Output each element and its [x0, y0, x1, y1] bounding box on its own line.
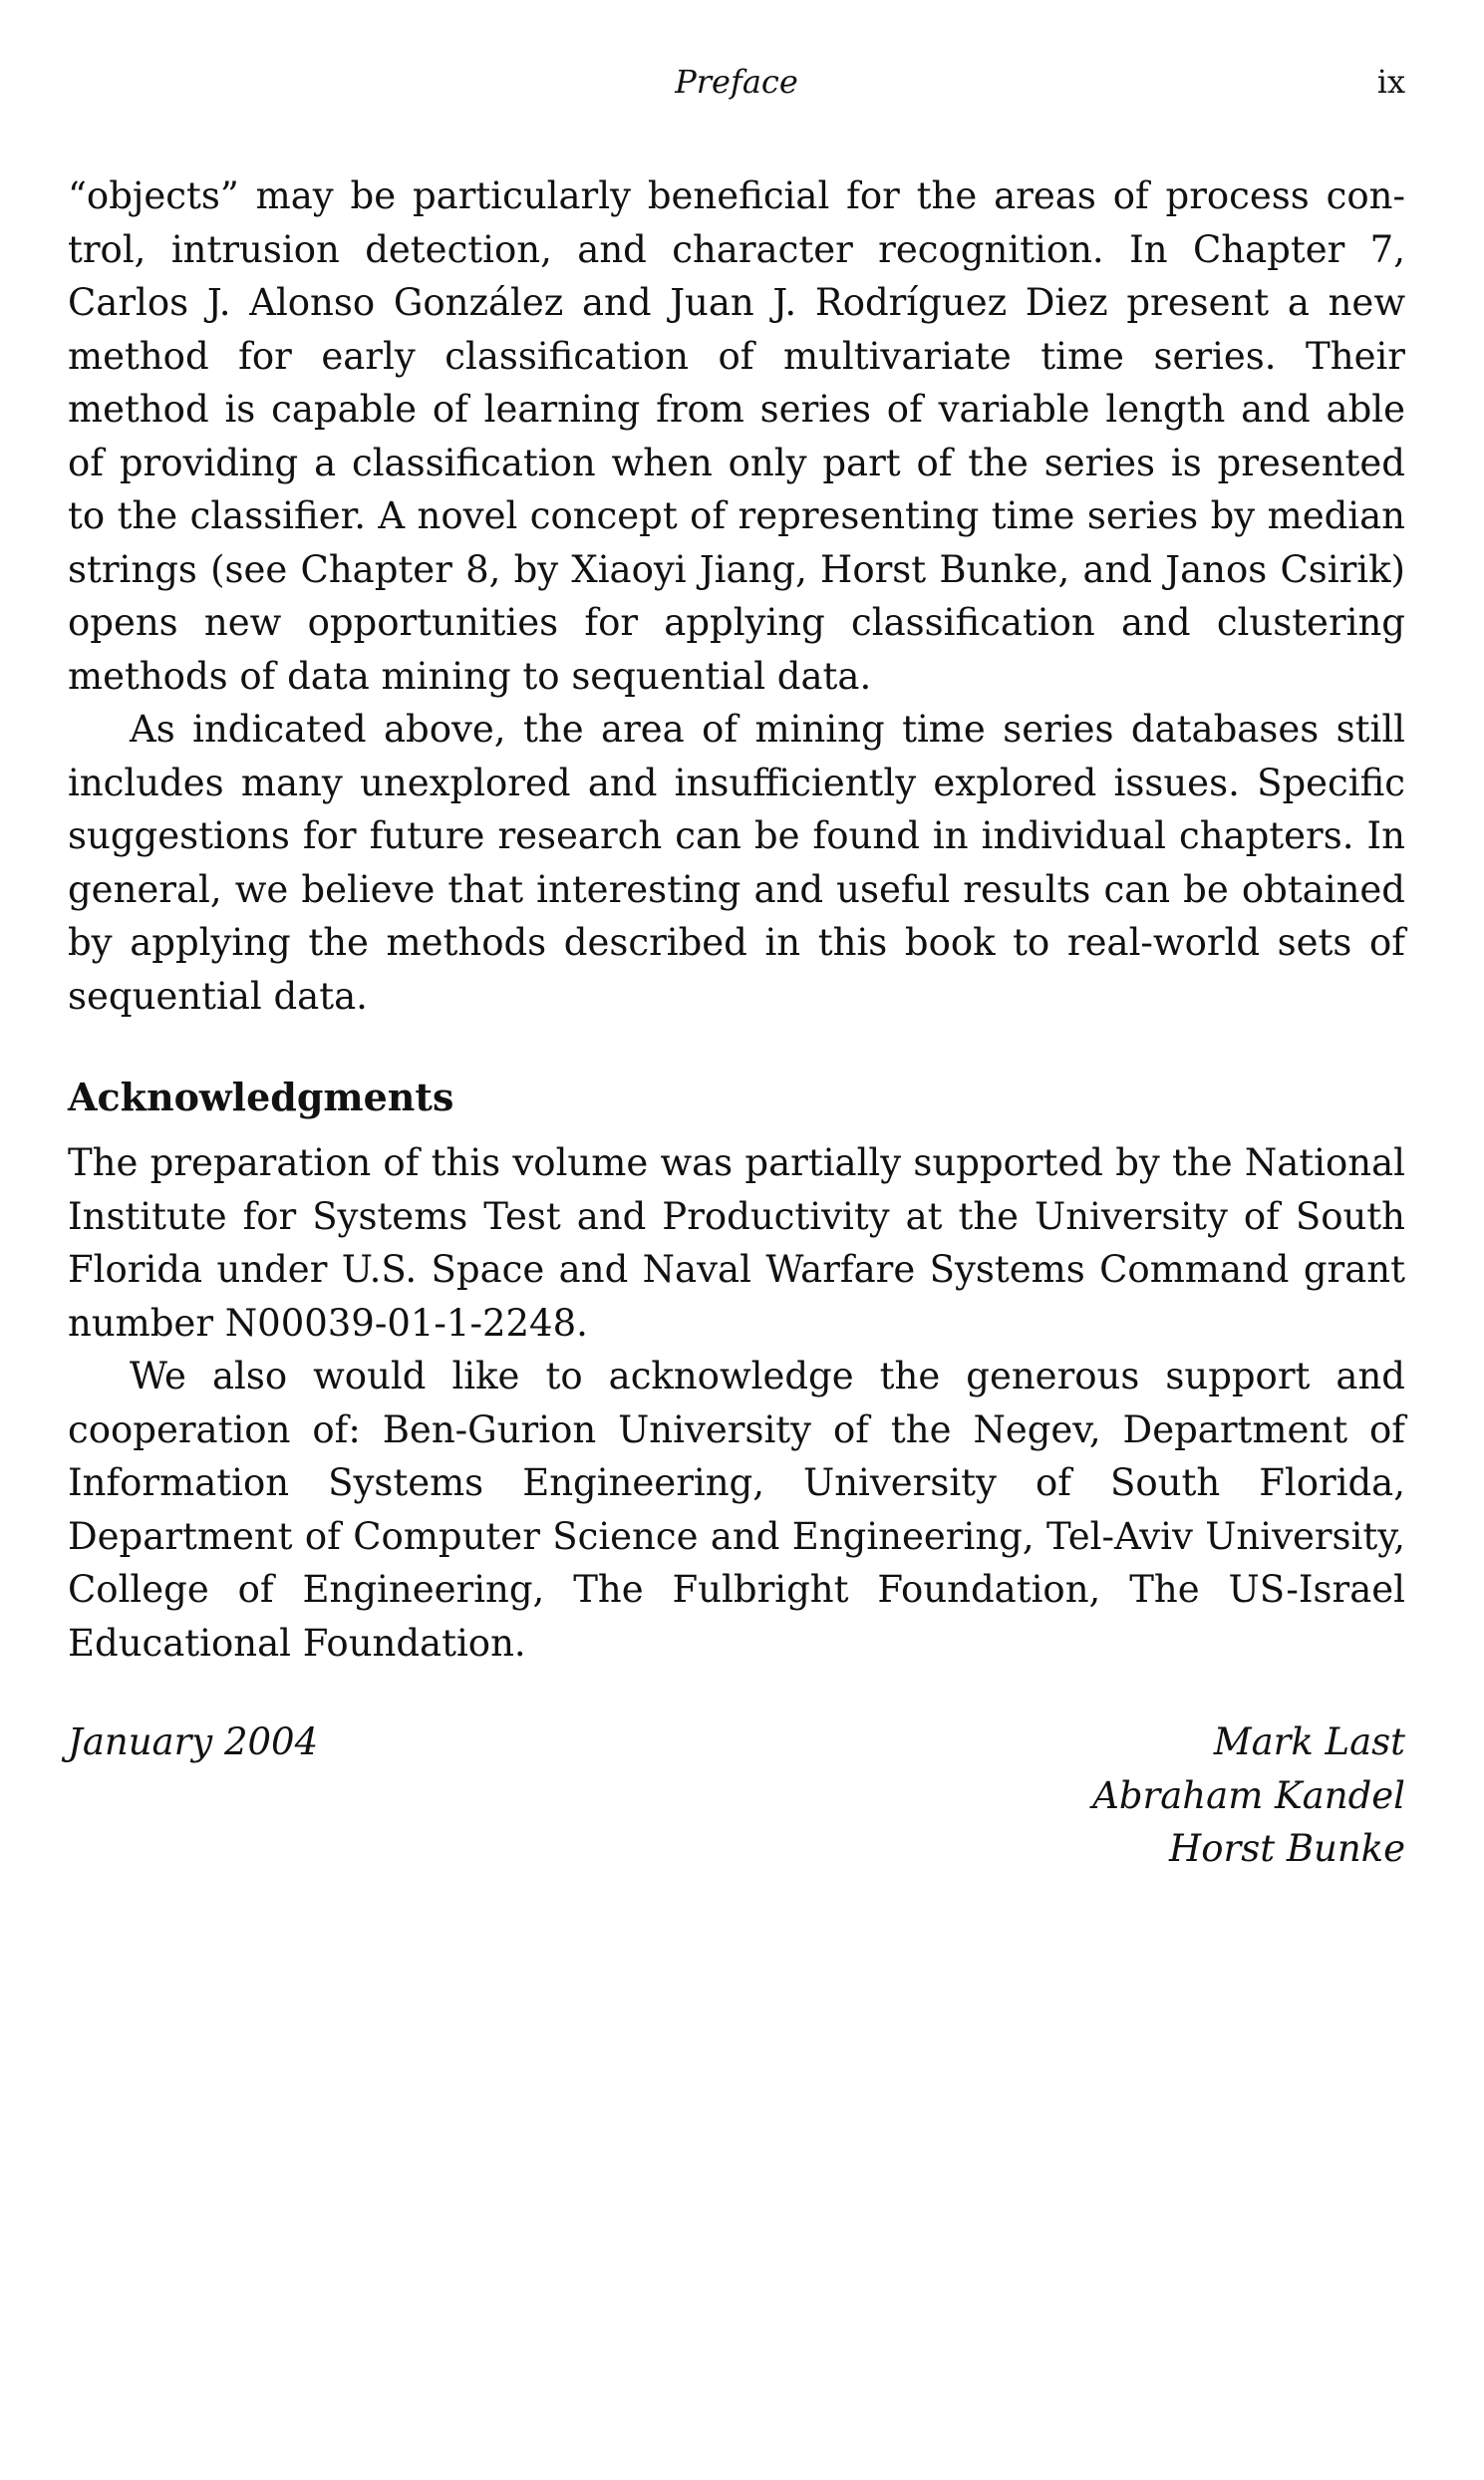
closing-block: [68, 1715, 1405, 1885]
date: January 2004: [68, 1720, 319, 1763]
editor-name: Mark Last: [1213, 1720, 1405, 1763]
editor-name: Abraham Kandel: [1092, 1773, 1405, 1817]
paragraph-1: “objects” may be particularly beneficial for the areas of process control, intrusion detection, and character recognition. In Chapter 7, Carlos J. Alonso González and Juan J. Rodríguez Diez present a new method for early classification of multivariate time series. Their method is capable of learning from series of variable length and able of providing a classification when only part of the series is presented to the classifier. A novel concept of representing time series by median strings (see Chapter 8, by Xiaoyi Jiang, Horst Bunke, and Janos Csirik) opens new opportunities for applying classification and clustering methods of data mining to sequential data.: [68, 174, 1405, 698]
editors-list: [1092, 1715, 1405, 1876]
acknowledgments-paragraph-2: We also would like to acknowledge the generous support and cooperation of: Ben-Gurion University of the Negev, Department of Information Systems Engineering, University of South Florida, Department of Computer Science and Engineering, Tel-Aviv University, College of Engineering, The Fulbright Foundation, The US-Israel Educational Foundation.: [68, 1355, 1405, 1665]
acknowledgments-paragraph-1: The preparation of this volume was partially supported by the National Institute for Systems Test and Productivity at the University of South Florida under U.S. Space and Naval Warfare Systems Command grant number N00039-01-1-2248.: [68, 1141, 1405, 1345]
page-number: ix: [1376, 63, 1405, 101]
body-text: [68, 169, 1405, 1885]
acknowledgments-heading: Acknowledgments: [68, 1075, 454, 1119]
running-title: Preface: [675, 63, 798, 101]
running-head: [68, 62, 1405, 102]
paragraph-2: As indicated above, the area of mining time series databases still includes many unexplored and insufficiently explored issues. Specific suggestions for future research can be found in individual chapters. In general, we believe that interesting and useful results can be obtained by applying the methods described in this book to real-world sets of sequential data.: [68, 708, 1405, 1018]
editor-name: Horst Bunke: [1168, 1827, 1405, 1870]
